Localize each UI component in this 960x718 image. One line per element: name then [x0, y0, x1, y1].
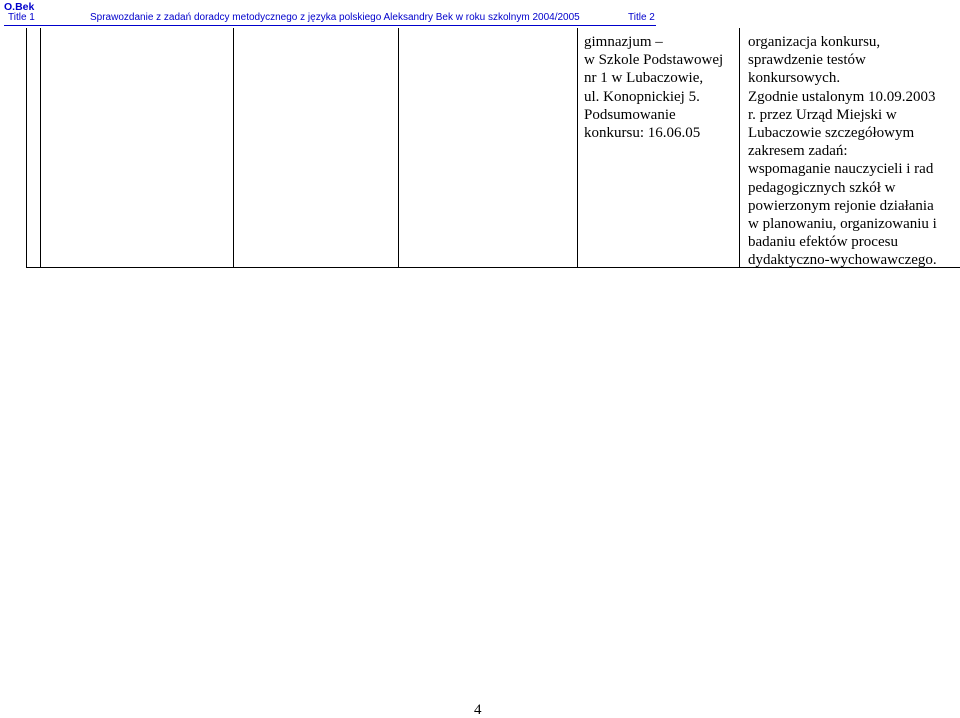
header-title-1: Title 1 — [8, 12, 35, 23]
cell-line: w Szkole Podstawowej — [584, 52, 724, 69]
cell-line: organizacja konkursu, — [748, 34, 881, 50]
cell-line: zakresem zadań: — [748, 143, 848, 160]
page-number: 4 — [474, 702, 482, 718]
cell-line: Podsumowanie — [584, 106, 676, 123]
cell-line: r. przez Urząd Miejski w — [748, 106, 897, 123]
cell-line: dydaktyczno-wychowawczego. — [748, 252, 937, 269]
table-column-divider-5 — [739, 28, 740, 268]
cell-line: wspomaganie nauczycieli i rad — [748, 161, 934, 178]
header-author: O.Bek — [4, 1, 35, 13]
header-report-title: Sprawozdanie z zadań doradcy metodycznego z języka polskiego Aleksandry Bek w roku szkolnym 2004/2005 — [90, 12, 580, 23]
cell-line: konkursu: 16.06.05 — [584, 125, 701, 142]
running-header — [4, 12, 656, 26]
cell-line: Lubaczowie szczegółowym — [748, 125, 915, 142]
cell-line: powierzonym rejonie działania — [748, 197, 934, 214]
cell-line: nr 1 w Lubaczowie, — [584, 70, 704, 87]
table-column-divider-1 — [40, 28, 41, 268]
table-cell-place-date — [584, 33, 723, 142]
table-cell-task-description — [748, 33, 937, 270]
cell-line: konkursowych. — [748, 70, 841, 87]
table-column-divider-3 — [398, 28, 399, 268]
cell-line: w planowaniu, organizowaniu i — [748, 216, 937, 233]
table-border-left — [26, 28, 27, 268]
cell-line: ul. Konopnickiej 5. — [584, 88, 700, 105]
table-column-divider-2 — [233, 28, 234, 268]
cell-line: gimnazjum – — [584, 34, 663, 50]
table-column-divider-4 — [577, 28, 578, 268]
cell-line: sprawdzenie testów — [748, 52, 866, 69]
cell-line: Zgodnie ustalonym 10.09.2003 — [748, 88, 936, 105]
cell-line: badaniu efektów procesu — [748, 234, 898, 251]
cell-line: pedagogicznych szkół w — [748, 179, 896, 196]
header-title-2: Title 2 — [628, 12, 655, 23]
